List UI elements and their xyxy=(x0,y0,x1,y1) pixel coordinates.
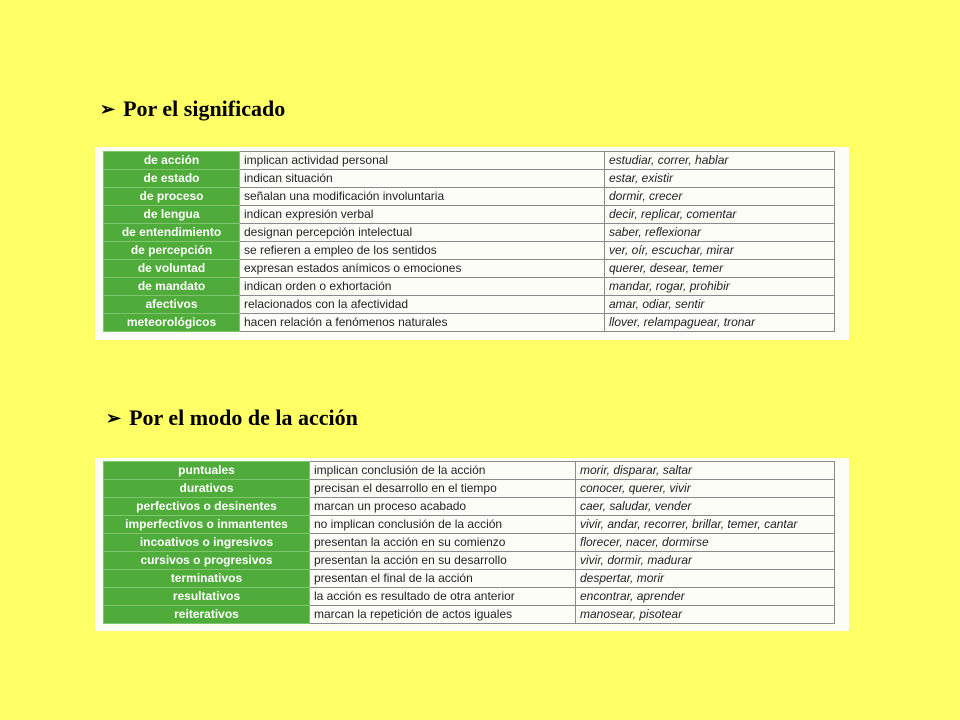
examples-cell: encontrar, aprender xyxy=(576,588,835,606)
table-row xyxy=(104,606,835,624)
category-cell: terminativos xyxy=(104,570,310,588)
description-cell: la acción es resultado de otra anterior xyxy=(310,588,576,606)
description-cell: designan percepción intelectual xyxy=(240,224,605,242)
description-cell: implican conclusión de la acción xyxy=(310,462,576,480)
category-cell: afectivos xyxy=(104,296,240,314)
table-modo-accion-panel xyxy=(95,458,849,631)
table-row xyxy=(104,206,835,224)
category-cell: meteorológicos xyxy=(104,314,240,332)
category-cell: de mandato xyxy=(104,278,240,296)
examples-cell: amar, odiar, sentir xyxy=(605,296,835,314)
description-cell: hacen relación a fenómenos naturales xyxy=(240,314,605,332)
examples-cell: manosear, pisotear xyxy=(576,606,835,624)
examples-cell: estar, existir xyxy=(605,170,835,188)
table-row xyxy=(104,314,835,332)
description-cell: indican expresión verbal xyxy=(240,206,605,224)
table-significado-panel xyxy=(95,147,849,340)
section-title: Por el significado xyxy=(123,96,286,121)
examples-cell: decir, replicar, comentar xyxy=(605,206,835,224)
category-cell: cursivos o progresivos xyxy=(104,552,310,570)
section-title: Por el modo de la acción xyxy=(129,405,358,430)
section-heading-modo-accion xyxy=(106,405,358,431)
category-cell: de percepción xyxy=(104,242,240,260)
category-cell: resultativos xyxy=(104,588,310,606)
examples-cell: estudiar, correr, hablar xyxy=(605,152,835,170)
category-cell: de voluntad xyxy=(104,260,240,278)
table-row xyxy=(104,188,835,206)
table-row xyxy=(104,278,835,296)
table-row xyxy=(104,588,835,606)
table-row xyxy=(104,170,835,188)
examples-cell: caer, saludar, vender xyxy=(576,498,835,516)
description-cell: presentan la acción en su comienzo xyxy=(310,534,576,552)
examples-cell: florecer, nacer, dormirse xyxy=(576,534,835,552)
table-row xyxy=(104,260,835,278)
examples-cell: morir, disparar, saltar xyxy=(576,462,835,480)
examples-cell: saber, reflexionar xyxy=(605,224,835,242)
description-cell: implican actividad personal xyxy=(240,152,605,170)
description-cell: expresan estados anímicos o emociones xyxy=(240,260,605,278)
table-row xyxy=(104,462,835,480)
category-cell: imperfectivos o inmantentes xyxy=(104,516,310,534)
description-cell: presentan la acción en su desarrollo xyxy=(310,552,576,570)
category-cell: de lengua xyxy=(104,206,240,224)
table-row xyxy=(104,152,835,170)
description-cell: marcan un proceso acabado xyxy=(310,498,576,516)
table-row xyxy=(104,552,835,570)
category-cell: de acción xyxy=(104,152,240,170)
table-row xyxy=(104,534,835,552)
arrow-bullet-icon: ➢ xyxy=(106,407,122,428)
description-cell: indican situación xyxy=(240,170,605,188)
table-row xyxy=(104,224,835,242)
examples-cell: mandar, rogar, prohibir xyxy=(605,278,835,296)
description-cell: indican orden o exhortación xyxy=(240,278,605,296)
examples-cell: vivir, dormir, madurar xyxy=(576,552,835,570)
description-cell: precisan el desarrollo en el tiempo xyxy=(310,480,576,498)
table-row xyxy=(104,516,835,534)
examples-cell: conocer, querer, vivir xyxy=(576,480,835,498)
category-cell: de proceso xyxy=(104,188,240,206)
examples-cell: despertar, morir xyxy=(576,570,835,588)
description-cell: presentan el final de la acción xyxy=(310,570,576,588)
category-cell: puntuales xyxy=(104,462,310,480)
description-cell: marcan la repetición de actos iguales xyxy=(310,606,576,624)
category-cell: durativos xyxy=(104,480,310,498)
section-heading-significado xyxy=(100,96,285,122)
table-modo-accion xyxy=(103,461,835,624)
description-cell: señalan una modificación involuntaria xyxy=(240,188,605,206)
examples-cell: vivir, andar, recorrer, brillar, temer, cantar xyxy=(576,516,835,534)
table-row xyxy=(104,296,835,314)
description-cell: se refieren a empleo de los sentidos xyxy=(240,242,605,260)
examples-cell: llover, relampaguear, tronar xyxy=(605,314,835,332)
table-row xyxy=(104,498,835,516)
arrow-bullet-icon: ➢ xyxy=(100,98,116,119)
table-row xyxy=(104,570,835,588)
category-cell: de entendimiento xyxy=(104,224,240,242)
description-cell: relacionados con la afectividad xyxy=(240,296,605,314)
table-row xyxy=(104,480,835,498)
examples-cell: ver, oír, escuchar, mirar xyxy=(605,242,835,260)
category-cell: reiterativos xyxy=(104,606,310,624)
category-cell: de estado xyxy=(104,170,240,188)
description-cell: no implican conclusión de la acción xyxy=(310,516,576,534)
category-cell: perfectivos o desinentes xyxy=(104,498,310,516)
examples-cell: dormir, crecer xyxy=(605,188,835,206)
category-cell: incoativos o ingresivos xyxy=(104,534,310,552)
table-significado xyxy=(103,151,835,332)
examples-cell: querer, desear, temer xyxy=(605,260,835,278)
table-row xyxy=(104,242,835,260)
